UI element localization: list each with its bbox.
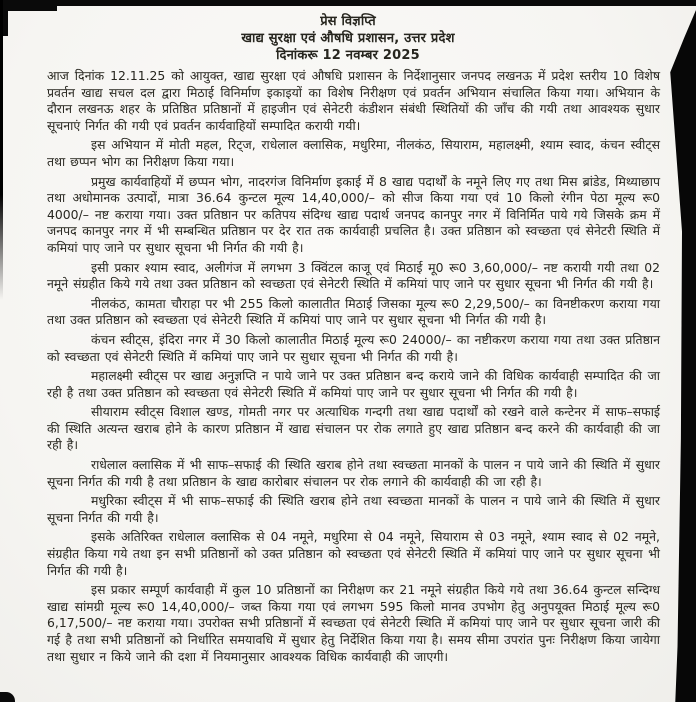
document-paragraph: मधुरिका स्वीट्स में भी साफ–सफाई की स्थिति खराब होने तथा स्वच्छता मानकों के पालन न पाये जाने की स्थिति में सुधार सूचना निर्गत की गयी है। [47, 493, 660, 525]
document-paragraph: नीलकंठ, कामता चौराहा पर भी 255 किलो कालातीत मिठाई जिसका मूल्य रू0 2,29,500/– का विनष्टीकरण कराया गया तथा उक्त प्रतिष्ठान को स्वच्छता एवं सेनेटरी स्थिति में कमियां पाए जाने पर सुधार सूचना भी निर्गत की गयी है। [47, 295, 660, 328]
document-title: प्रेस विज्ञप्ति [320, 14, 376, 29]
scan-artifact-top-edge [0, 0, 696, 6]
scan-artifact-bottom-left-dot [0, 692, 15, 702]
scan-artifact-top-left-corner [0, 0, 57, 11]
document-date: दिनांकरू 12 नवम्बर 2025 [276, 48, 420, 63]
document-paragraph: इस प्रकार सम्पूर्ण कार्यवाही में कुल 10 प्रतिष्ठानों का निरीक्षण कर 21 नमूने संग्रहीत किये गये तथा 36.64 कुन्टल सन्दिग्ध खाद्य सांमग्री मूल्य रू0 14,40,000/– जब्त किया गया एवं लगभग 595 किलो मानव उपभोग हेतु अनुपयूक्त मिठाई मूल्य रू0 6,17,500/– नष्ट कराया गया। उपरोक्त सभी प्रतिष्ठानों में स्वच्छता एवं सेनेटरी स्थिति में कमियां पाए जाने पर सुधार सूचना जारी की गई है तथा सभी प्रतिष्ठानों को निर्धारित समयावधि में सुधार हेतु निर्देशित किया गया है। समय सीमा उपरांत पुनः निरीक्षण किया जायेगा तथा सुधार न किये जाने की दशा में नियमानुसार आवश्यक विधिक कार्यवाही की जाएगी। [47, 582, 660, 664]
document-paragraph: इस अभियान में मोती महल, रिट्ज, राधेलाल क्लासिक, मधुरिमा, नीलकंठ, सियाराम, महालक्ष्मी, श्याम स्वाद, कंचन स्वीट्स तथा छप्पन भोग का निरीक्षण किया गया। [47, 137, 660, 169]
document-paragraph: राधेलाल क्लासिक में भी साफ–सफाई की स्थिति खराब होने तथा स्वच्छता मानकों के पालन न पाये जाने की स्थिति में सुधार सूचना निर्गत की गयी है तथा प्रतिष्ठान के खाद्य कारोबार संचालन पर रोक लगाने की कार्यवाही की जा रही है। [47, 457, 660, 489]
document-subtitle: खाद्य सुरक्षा एवं औषधि प्रशासन, उत्तर प्रदेश [241, 31, 455, 46]
document-paragraph: महालक्ष्मी स्वीट्स पर खाद्य अनुज्ञप्ति न पाये जाने पर उक्त प्रतिष्ठान बन्द कराये जाने की विधिक कार्यवाही सम्पादित की जा रही है तथा उक्त प्रतिष्ठान को स्वच्छता एवं सेनेटरी स्थिति में कमियां पाए जाने पर सुधार सूचना भी निर्गत की गयी है। [47, 368, 660, 400]
document-paragraph: इसके अतिरिक्त राधेलाल क्लासिक से 04 नमूने, मधुरिमा से 04 नमूने, सियाराम से 03 नमूने, श्याम स्वाद से 02 नमूने, संग्रहीत किया गये तथा इन सभी प्रतिष्ठानों को उक्त प्रतिष्ठान को स्वच्छता एवं सेनेटरी स्थिति में कमियां पाए जाने पर सुधार सूचना भी निर्गत की गयी है। [47, 529, 660, 578]
document-paragraph: आज दिनांक 12.11.25 को आयुक्त, खाद्य सुरक्षा एवं औषधि प्रशासन के निर्देशानुसार जनपद लखनऊ में प्रदेश स्तरीय 10 विशेष प्रवर्तन खाद्य सचल दल द्वारा मिठाई विनिर्माण इकाइयों का विशेष निरीक्षण एवं प्रवर्तन अभियान संचालित किया गया। अभियान के दौरान लखनऊ शहर के प्रतिष्ठित प्रतिष्ठानों में हाइजीन एवं सेनेटरी कंडीशन संबंधी स्थितियों की जाँच की गयी तथा आवश्यक सुधार सूचनाएं निर्गत की गयी एवं प्रवर्तन कार्यवाहियों सम्पादित करायी गयी। [47, 68, 660, 133]
document-header [0, 0, 696, 64]
document-body [0, 64, 696, 665]
document-paragraph: सीयाराम स्वीट्स विशाल खण्ड, गोमती नगर पर अत्याधिक गन्दगी तथा खाद्य पदार्थों को रखने वाले कन्टेनर में साफ–सफाई की स्थिति अत्यन्त खराब होने के कारण प्रतिष्ठान में खाद्य संचालन पर रोक लगाते हुए खाद्य प्रतिष्ठान बन्द करने की कार्यवाही की जा रही है। [47, 404, 660, 453]
document-paragraph: कंचन स्वीट्स, इंदिरा नगर में 30 किलो कालातीत मिठाई मूल्य रू0 24000/– का नष्टीकरण कराया गया तथा उक्त प्रतिष्ठान को स्वच्छता एवं सेनेटरी स्थिति में कमियां पाए जाने पर सुधार सूचना भी निर्गत की गयी है। [47, 331, 660, 364]
document-paragraph: प्रमुख कार्यवाहियों में छप्पन भोग, नादरगंज विनिर्माण इकाई में 8 खाद्य पदार्थों के नमूने लिए गए तथा मिस ब्रांडेड, मिथ्याछाप तथा अधोमानक उत्पादों, मात्रा 36.64 कुन्टल मूल्य 14,40,000/– को सीज किया गया एवं 10 किलो रंगीन पेठा मूल्य रू0 4000/– नष्ट कराया गया। उक्त प्रतिष्ठान पर कतिपय संदिग्ध खाद्य पदार्थ जनपद कानपुर नगर में विनिर्मित पाये गये जिसके क्रम में जनपद कानपुर नगर में भी सम्बन्धित प्रतिष्ठान पर देर रात तक कार्यवाही प्रचलित है। उक्त प्रतिष्ठान को स्वच्छता एवं सेनेटरी स्थिति में कमियां पाए जाने पर सुधार सूचना भी निर्गत की गयी है। [47, 173, 660, 255]
document-paragraph: इसी प्रकार श्याम स्वाद, अलीगंज में लगभग 3 क्विंटल काजू एवं मिठाई मू0 रू0 3,60,000/– नष्ट करायी गयी तथा 02 नमूने संग्रहीत किये गये तथा उक्त प्रतिष्ठान को स्वच्छता एवं सेनेटरी स्थिति में कमियां पाए जाने पर सुधार सूचना भी निर्गत की गयी है। [47, 259, 661, 292]
scan-artifact-left-line [0, 0, 3, 300]
